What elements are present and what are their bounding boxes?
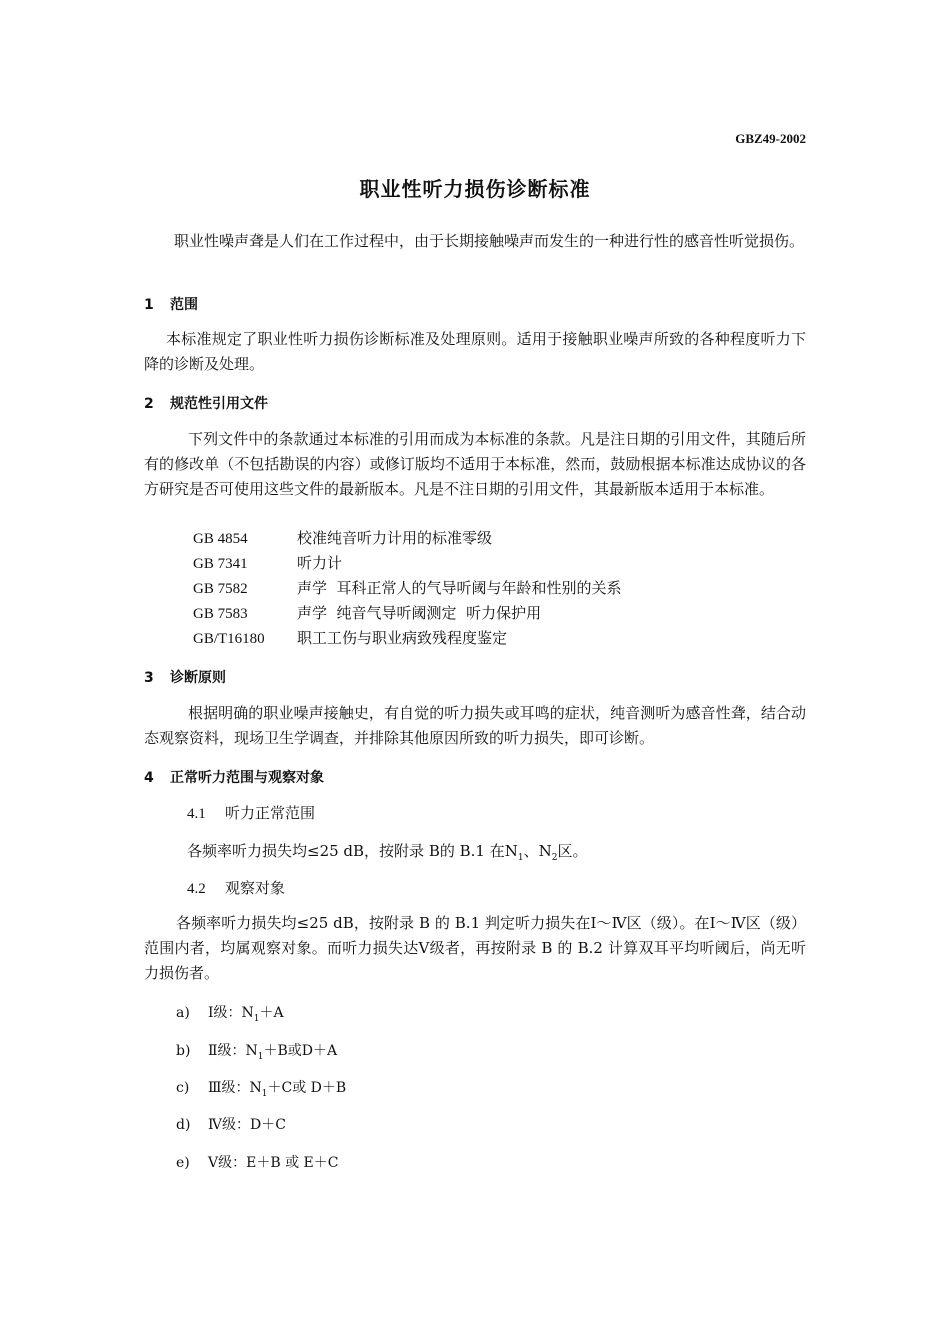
subscript: 2 (551, 853, 558, 863)
reference-code: GB 7582 (193, 581, 248, 597)
level-text: Ⅲ级：N (208, 1080, 262, 1096)
subscript: 1 (517, 853, 524, 863)
reference-code: GB 7583 (193, 606, 248, 622)
subsection-4-2-text: 各频率听力损失均≤25 dB，按附录 B 的 B.1 判定听力损失在Ⅰ～Ⅳ区（级）。在Ⅰ～Ⅳ区（级）范围内者，均属观察对象。而听力损失达Ⅴ级者，再按附录 B 的 B.2 计算双耳平均听阈后，尚无听力损伤者。 (144, 914, 806, 982)
reference-title: 声学 耳科正常人的气导听阈与年龄和性别的关系 (297, 579, 622, 597)
item-marker: d) (176, 1117, 191, 1133)
section-number: 2 (144, 396, 154, 412)
level-text: Ⅳ级：D＋C (208, 1117, 286, 1133)
level-text: Ⅴ级：E＋B 或 E＋C (208, 1155, 339, 1171)
page-title: 职业性听力损伤诊断标准 (359, 177, 591, 201)
reference-code: GB 7341 (193, 556, 248, 572)
reference-title: 听力计 (297, 554, 343, 572)
level-text: Ⅱ级：N (208, 1043, 258, 1059)
reference-item (193, 526, 492, 552)
text-part: 、N (523, 842, 552, 860)
reference-item (193, 601, 541, 627)
level-item (176, 1002, 284, 1024)
section-2-heading (144, 393, 268, 413)
reference-title: 职工工伤与职业病致残程度鉴定 (297, 629, 508, 647)
level-item (176, 1077, 346, 1099)
doc-number: GBZ49-2002 (735, 131, 806, 146)
section-title: 规范性引用文件 (170, 396, 268, 412)
section-title: 正常听力范围与观察对象 (170, 770, 324, 786)
intro-paragraph: 职业性噪声聋是人们在工作过程中，由于长期接触噪声而发生的一种进行性的感音性听觉损伤。 (174, 232, 805, 250)
subsection-title: 听力正常范围 (225, 804, 316, 822)
reference-item (193, 551, 342, 577)
subsection-number: 4.1 (187, 806, 206, 822)
level-item (176, 1152, 338, 1172)
item-marker: e) (176, 1155, 190, 1171)
section-title: 诊断原则 (170, 670, 226, 686)
section-number: 4 (144, 770, 154, 786)
level-text: Ⅰ级：N (208, 1005, 254, 1021)
subsection-title: 观察对象 (225, 879, 286, 897)
level-text: ＋B或D＋A (263, 1043, 338, 1059)
section-2-text: 下列文件中的条款通过本标准的引用而成为本标准的条款。凡是注日期的引用文件，其随后所有的修改单（不包括勘误的内容）或修订版均不适用于本标准，然而，鼓励根据本标准达成协议的各方研究是否可使用这些文件的最新版本。凡是不注日期的引用文件，其最新版本适用于本标准。 (144, 430, 806, 498)
reference-title: 校准纯音听力计用的标准零级 (297, 529, 493, 547)
item-marker: b) (176, 1043, 191, 1059)
subsection-4-1-heading (187, 802, 315, 823)
item-marker: c) (176, 1080, 190, 1096)
reference-code: GB 4854 (193, 531, 248, 547)
text-part: 区。 (557, 842, 588, 860)
section-3-text: 根据明确的职业噪声接触史，有自觉的听力损失或耳鸣的症状，纯音测听为感音性聋，结合动态观察资料，现场卫生学调查，并排除其他原因所致的听力损失，即可诊断。 (144, 704, 806, 747)
reference-title: 声学 纯音气导听阈测定 听力保护用 (297, 604, 542, 622)
subscript: 1 (257, 1051, 264, 1062)
reference-item (193, 626, 507, 652)
section-1-text: 本标准规定了职业性听力损伤诊断标准及处理原则。适用于接触职业噪声所致的各种程度听力下降的诊断及处理。 (144, 330, 806, 373)
level-text: ＋C或 D＋B (267, 1080, 347, 1096)
subsection-4-1-text (187, 840, 587, 863)
level-text: ＋A (259, 1005, 284, 1021)
level-item (176, 1040, 337, 1062)
section-number: 1 (144, 297, 154, 313)
reference-item (193, 576, 622, 602)
text-part: 各频率听力损失均≤25 dB，按附录 B的 B.1 在N (187, 842, 518, 860)
section-3-heading (144, 667, 226, 687)
subscript: 1 (253, 1013, 260, 1024)
level-item (176, 1114, 286, 1134)
subsection-number: 4.2 (187, 881, 206, 897)
subscript: 1 (261, 1088, 268, 1099)
section-number: 3 (144, 670, 154, 686)
section-4-heading (144, 767, 324, 787)
section-title: 范围 (170, 297, 198, 313)
section-1-heading (144, 294, 198, 314)
item-marker: a) (176, 1005, 190, 1021)
subsection-4-2-heading (187, 877, 285, 898)
reference-code: GB/T16180 (193, 631, 265, 647)
